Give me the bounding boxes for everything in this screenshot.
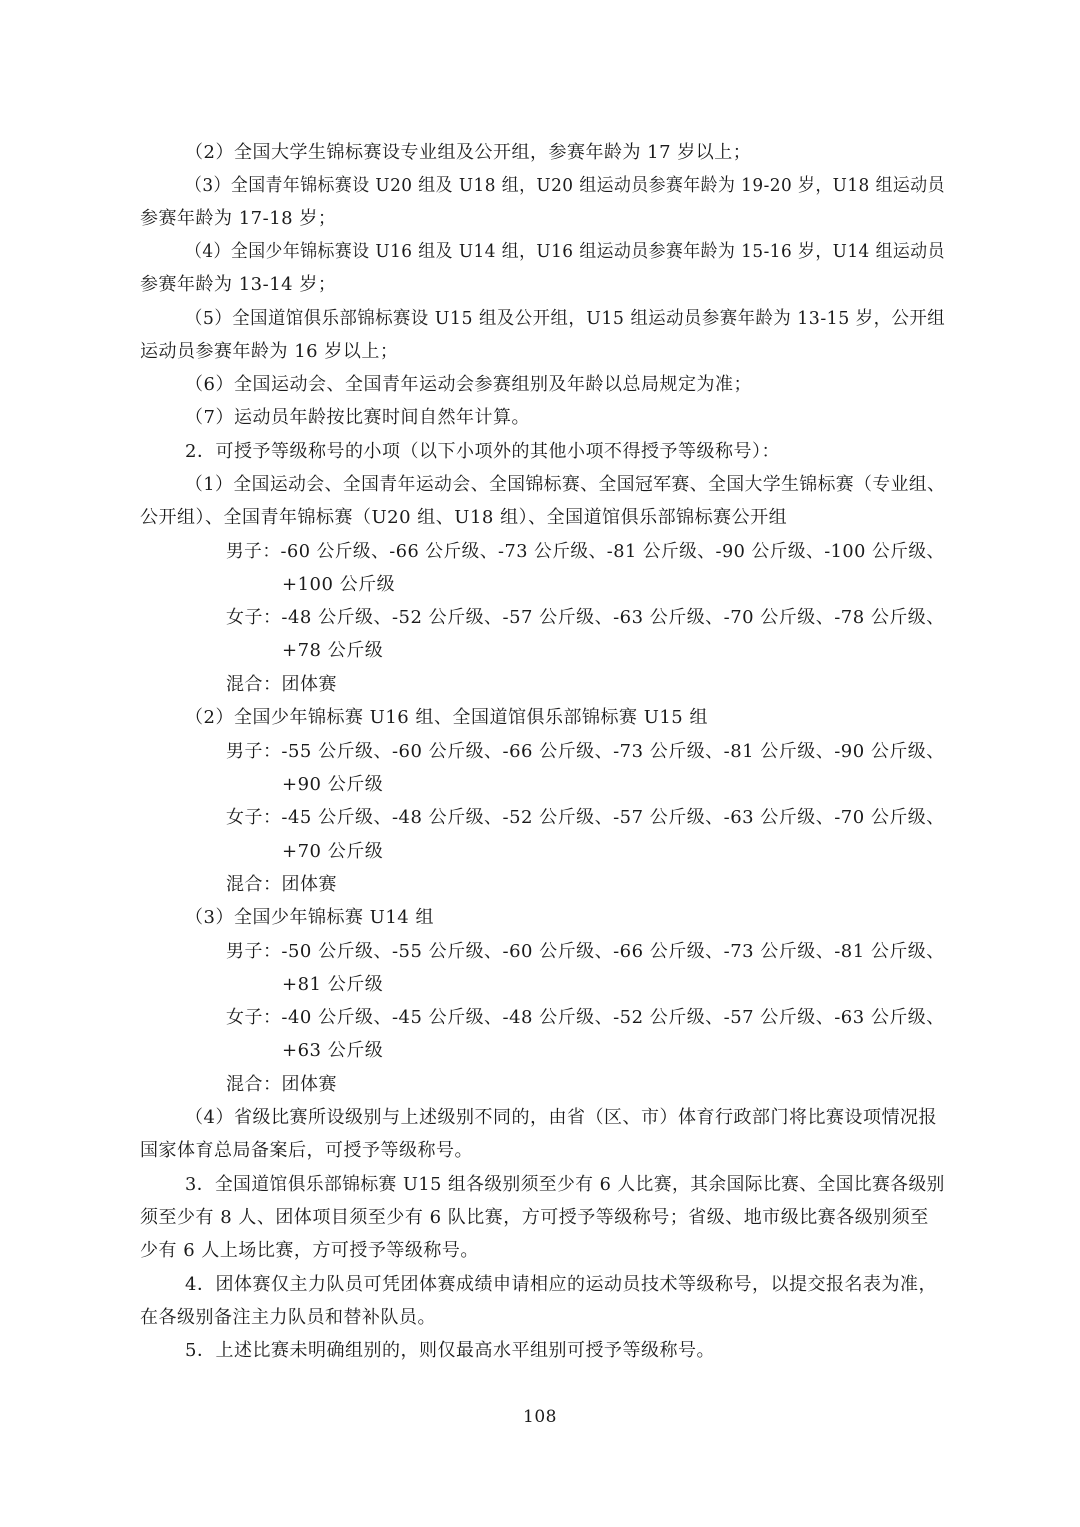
page-number: 108 [523, 1407, 557, 1427]
text-line: 少有 6 人上场比赛，方可授予等级称号。 [140, 1240, 479, 1261]
text-line: 4．团体赛仅主力队员可凭团体赛成绩申请相应的运动员技术等级称号，以提交报名表为准， [185, 1274, 937, 1295]
men-weight-classes: 男子：-55 公斤级、-60 公斤级、-66 公斤级、-73 公斤级、-81 公斤级、-90 公斤级、 [226, 741, 945, 762]
text-line: 在各级别备注主力队员和替补队员。 [140, 1307, 436, 1328]
men-weight-classes-cont: +100 公斤级 [282, 574, 396, 595]
text-line: （4）全国少年锦标赛设 U16 组及 U14 组，U16 组运动员参赛年龄为 15-16 岁，U14 组运动员 [185, 241, 945, 262]
women-weight-classes: 女子：-40 公斤级、-45 公斤级、-48 公斤级、-52 公斤级、-57 公斤级、-63 公斤级、 [226, 1007, 945, 1028]
women-weight-classes: 女子：-45 公斤级、-48 公斤级、-52 公斤级、-57 公斤级、-63 公斤级、-70 公斤级、 [226, 807, 945, 828]
men-weight-classes: 男子：-60 公斤级、-66 公斤级、-73 公斤级、-81 公斤级、-90 公斤级、-100 公斤级、 [226, 541, 945, 562]
women-weight-classes: 女子：-48 公斤级、-52 公斤级、-57 公斤级、-63 公斤级、-70 公斤级、-78 公斤级、 [226, 607, 945, 628]
text-line: 须至少有 8 人、团体项目须至少有 6 队比赛，方可授予等级称号；省级、地市级比赛各级别须至 [140, 1207, 929, 1228]
text-line: （7）运动员年龄按比赛时间自然年计算。 [185, 407, 530, 428]
text-line: （2）全国少年锦标赛 U16 组、全国道馆俱乐部锦标赛 U15 组 [185, 707, 708, 728]
mixed-team-event: 混合：团体赛 [226, 874, 337, 895]
men-weight-classes: 男子：-50 公斤级、-55 公斤级、-60 公斤级、-66 公斤级、-73 公斤级、-81 公斤级、 [226, 941, 945, 962]
text-line: 公开组）、全国青年锦标赛（U20 组、U18 组）、全国道馆俱乐部锦标赛公开组 [140, 507, 788, 528]
text-line: （6）全国运动会、全国青年运动会参赛组别及年龄以总局规定为准； [185, 374, 752, 395]
men-weight-classes-cont: +90 公斤级 [282, 774, 384, 795]
text-line: （3）全国青年锦标赛设 U20 组及 U18 组，U20 组运动员参赛年龄为 19-20 岁，U18 组运动员 [185, 175, 945, 196]
text-line: （1）全国运动会、全国青年运动会、全国锦标赛、全国冠军赛、全国大学生锦标赛（专业组、 [185, 474, 946, 495]
men-weight-classes-cont: +81 公斤级 [282, 974, 384, 995]
mixed-team-event: 混合：团体赛 [226, 1074, 337, 1095]
text-line: （3）全国少年锦标赛 U14 组 [185, 907, 434, 928]
text-line: 运动员参赛年龄为 16 岁以上； [140, 341, 399, 362]
text-line: （4）省级比赛所设级别与上述级别不同的，由省（区、市）体育行政部门将比赛设项情况报 [185, 1107, 937, 1128]
women-weight-classes-cont: +63 公斤级 [282, 1040, 384, 1061]
text-line: 国家体育总局备案后，可授予等级称号。 [140, 1140, 473, 1161]
text-line: 3．全国道馆俱乐部锦标赛 U15 组各级别须至少有 6 人比赛，其余国际比赛、全国比赛各级别 [185, 1174, 945, 1195]
section-heading: 2．可授予等级称号的小项（以下小项外的其他小项不得授予等级称号）： [185, 441, 780, 462]
text-line: （2）全国大学生锦标赛设专业组及公开组，参赛年龄为 17 岁以上； [185, 142, 752, 163]
text-line: （5）全国道馆俱乐部锦标赛设 U15 组及公开组，U15 组运动员参赛年龄为 13-15 岁，公开组 [185, 308, 946, 329]
mixed-team-event: 混合：团体赛 [226, 674, 337, 695]
women-weight-classes-cont: +78 公斤级 [282, 640, 384, 661]
text-line: 参赛年龄为 13-14 岁； [140, 274, 337, 295]
text-line: 参赛年龄为 17-18 岁； [140, 208, 337, 229]
women-weight-classes-cont: +70 公斤级 [282, 841, 384, 862]
text-line: 5．上述比赛未明确组别的，则仅最高水平组别可授予等级称号。 [185, 1340, 715, 1361]
